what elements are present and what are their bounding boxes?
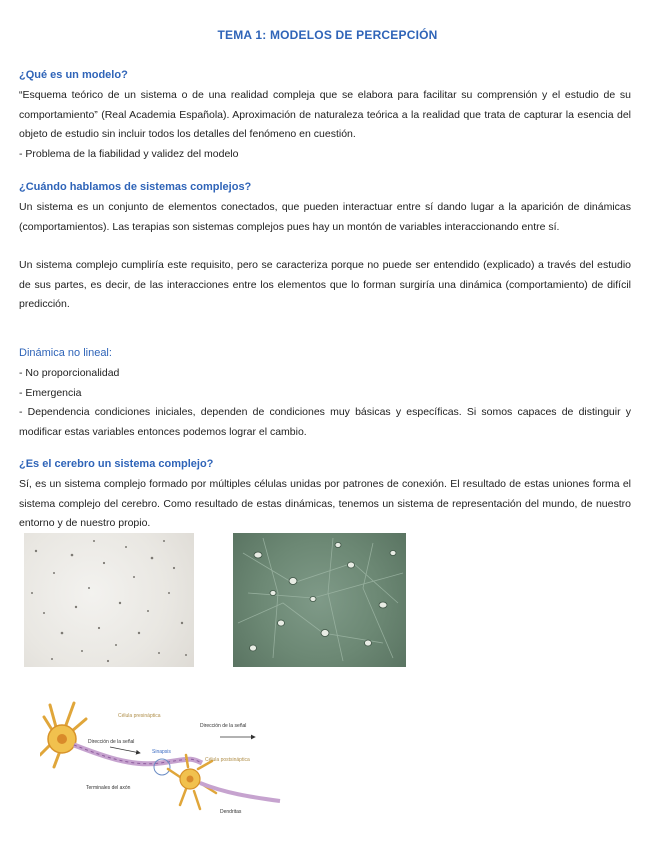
tissue-micrograph-image (24, 533, 194, 667)
label-dendrites: Dendritas (220, 809, 242, 815)
label-direction-left: Dirección de la señal (88, 739, 135, 745)
heading-what-is-model: ¿Qué es un modelo? (19, 69, 128, 81)
section-brain-complex (19, 456, 631, 534)
label-axon-terminals: Terminales del axón (86, 785, 131, 791)
paragraph-brain-system: Sí, es un sistema complejo formado por múltiples células unidas por patrones de conexión. El resultado de estas uniones forma el sistema complejo del cerebro. Como resultado de estas dinámicas, tenemos un sistema de representación del mundo, de nuestro entorno y de nuestro propio. (19, 478, 631, 529)
list-item: - Dependencia condiciones iniciales, dependen de condiciones muy básicas y específicas. Si somos capaces de distinguir y modificar estas variables entonces podemos lograr el cambio. (19, 406, 631, 438)
list-item: - No proporcionalidad (19, 367, 120, 379)
list-item: - Emergencia (19, 386, 82, 399)
heading-complex-systems: ¿Cuándo hablamos de sistemas complejos? (19, 181, 252, 193)
label-presynaptic: Célula presináptica (118, 713, 161, 719)
heading-nonlinear-dynamics: Dinámica no lineal: (19, 347, 112, 359)
neuron-culture-micrograph-image (233, 533, 406, 667)
section-nonlinear-dynamics (19, 345, 631, 442)
paragraph-model-definition: “Esquema teórico de un sistema o de una realidad compleja que se elabora para facilitar su comprensión y el estudio de su comportamiento” (Real Academia Española). Aproximación de naturaleza teórica a la realidad que trata de capturar la esencia del objeto de estudio sin incluir todos los detalles del fenómeno en cuestión. (19, 89, 631, 140)
label-synapse: Sinapsis (152, 749, 171, 755)
label-direction-right: Dirección de la señal (200, 723, 247, 729)
label-postsynaptic: Célula postsináptica (205, 757, 250, 763)
section-complex-systems (19, 179, 631, 315)
paragraph-complex-system: Un sistema complejo cumpliría este requisito, pero se caracteriza porque no puede ser entendido (explicado) a través del estudio de sus partes, es decir, de las interacciones entre los elementos que lo forman surgiría una dinámica (comportamiento) de difícil predicción. (19, 259, 631, 310)
heading-brain-complex: ¿Es el cerebro un sistema complejo? (19, 458, 214, 470)
page-title: TEMA 1: MODELOS DE PERCEPCIÓN (217, 28, 438, 42)
section-what-is-model (19, 67, 631, 164)
presynaptic-neuron-icon (40, 703, 86, 767)
synapse-diagram (40, 697, 286, 817)
bullet-model-reliability: - Problema de la fiabilidad y validez del modelo (19, 147, 239, 160)
paragraph-system-definition: Un sistema es un conjunto de elementos conectados, que pueden interactuar entre sí dando lugar a la aparición de dinámicas (comportamientos). Las terapias son sistemas complejos pues hay un montón de variables interaccionando entre sí. (19, 201, 631, 233)
